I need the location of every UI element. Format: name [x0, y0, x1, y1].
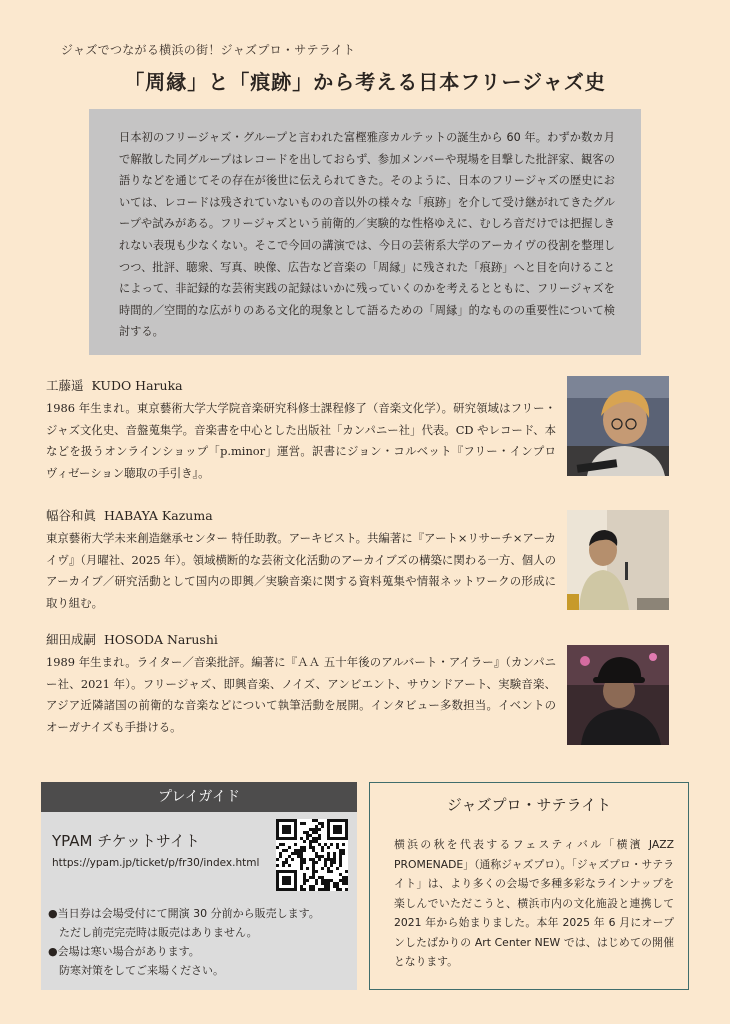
speaker-name-jp: 工藤遥 [46, 378, 84, 393]
note-line: ただし前売完売時は販売はありません。 [48, 926, 258, 939]
speaker-name-jp: 細田成嗣 [46, 632, 97, 647]
speaker-name [46, 376, 556, 394]
speaker-kudo [46, 376, 556, 484]
intro-text: 日本初のフリージャズ・グループと言われた富樫雅彦カルテットの誕生から 60 年。わずか数カ月で解散した同グループはレコードを出しておらず、参加メンバーや現場を目撃した批評家、観客の語りなどを通じてその存在が後世に伝えられてきた。そのように、日本のフリージャズの歴史においては、レコードは残されていないものの音以外の様々な「痕跡」を介して受け継がれてきたグループや試みがある。フリージャズという前衛的／実験的な性格ゆえに、むしろ音だけでは把握しきれない表現も少なくない。そこで今回の講演では、今日の芸術系大学のアーカイヴの役割を整理しつつ、批評、聴衆、写真、映像、広告など音楽の「周縁」に残された「痕跡」へと目を向けることによって、非記録的な芸術実践の記録はいかに残っていくのかを考えるとともに、フリージャズを時間的／空間的な広がりのある文化的現象として語るための「周縁」的なものの重要性について検討する。 [119, 131, 615, 339]
speaker-name [46, 506, 556, 524]
jazzpro-satellite-box [369, 782, 689, 990]
speaker-name-en: KUDO Haruka [91, 378, 183, 393]
qr-code[interactable] [276, 819, 348, 891]
speaker-name-jp: 幅谷和眞 [46, 508, 97, 523]
jazzpro-satellite-title: ジャズプロ・サテライト [446, 796, 612, 814]
speaker-bio: 1986 年生まれ。東京藝術大学大学院音楽研究科修士課程修了（音楽文化学）。研究領域はフリー・ジャズ文化史、音盤蒐集学。音楽書を中心とした出版社「カンパニー社」代表。CD やレコード、本などを扱うオンラインショップ「p.minor」運営。訳書にジョン・コルベット『フリー・インプロヴィゼーション聴取の手引き』。 [46, 401, 556, 480]
jazzpro-satellite-text: 横浜の秋を代表するフェスティバル「横濱 JAZZ PROMENADE」（通称ジャズプロ）。「ジャズプロ・サテライト」は、より多くの会場で多種多彩なラインナップを楽しんでいただこうと、横浜市内の文化施設と連携して 2021 年から始まりました。本年 2025 年 6 月にオープンしたばかりの Art Center NEW では、はじめての開催となります。 [394, 838, 674, 968]
speaker-name-en: HOSODA Narushi [104, 632, 218, 647]
speaker-photo-kudo [567, 376, 669, 476]
speaker-bio: 東京藝術大学未来創造継承センター 特任助教。アーキビスト。共編著に『アート×リサーチ×アーカイヴ』（月曜社、2025 年）。領域横断的な芸術文化活動のアーカイブズの構築に関わる一方、個人のアーカイブ／研究活動として国内の即興／実験音楽に関する資料蒐集や情報ネットワークの形成に取り組む。 [46, 531, 556, 610]
speaker-bio: 1989 年生まれ。ライター／音楽批評。編著に『ＡＡ 五十年後のアルバート・アイラー』（カンパニー社、2021 年）。フリージャズ、即興音楽、ノイズ、アンビエント、サウンドアート、実験音楽、アジア近隣諸国の前衛的な音楽などについて執筆活動を展開。インタビュー多数担当。イベントのオーガナイズも手掛ける。 [46, 655, 556, 734]
page-title: 「周縁」と「痕跡」から考える日本フリージャズ史 [124, 70, 606, 94]
play-guide-box [41, 782, 357, 990]
play-guide-header: プレイガイド [41, 782, 357, 812]
speaker-name-en: HABAYA Kazuma [104, 508, 213, 523]
event-subtitle: ジャズでつながる横浜の街！ジャズプロ・サテライト [61, 43, 356, 57]
speaker-name [46, 630, 556, 648]
note-line: 防寒対策をしてご来場ください。 [48, 964, 224, 977]
speaker-hosoda [46, 630, 556, 738]
speaker-photo-hosoda [567, 645, 669, 745]
ticket-site-url[interactable]: https://ypam.jp/ticket/p/fr30/index.html [52, 857, 260, 869]
speaker-habaya [46, 506, 556, 614]
ticket-site-title: YPAM チケットサイト [52, 832, 200, 850]
speaker-photo-habaya [567, 510, 669, 610]
ticket-notes [48, 904, 353, 980]
note-line: ●会場は寒い場合があります。 [48, 945, 200, 958]
intro-box [89, 109, 641, 355]
note-line: ●当日券は会場受付にて開演 30 分前から販売します。 [48, 907, 320, 920]
